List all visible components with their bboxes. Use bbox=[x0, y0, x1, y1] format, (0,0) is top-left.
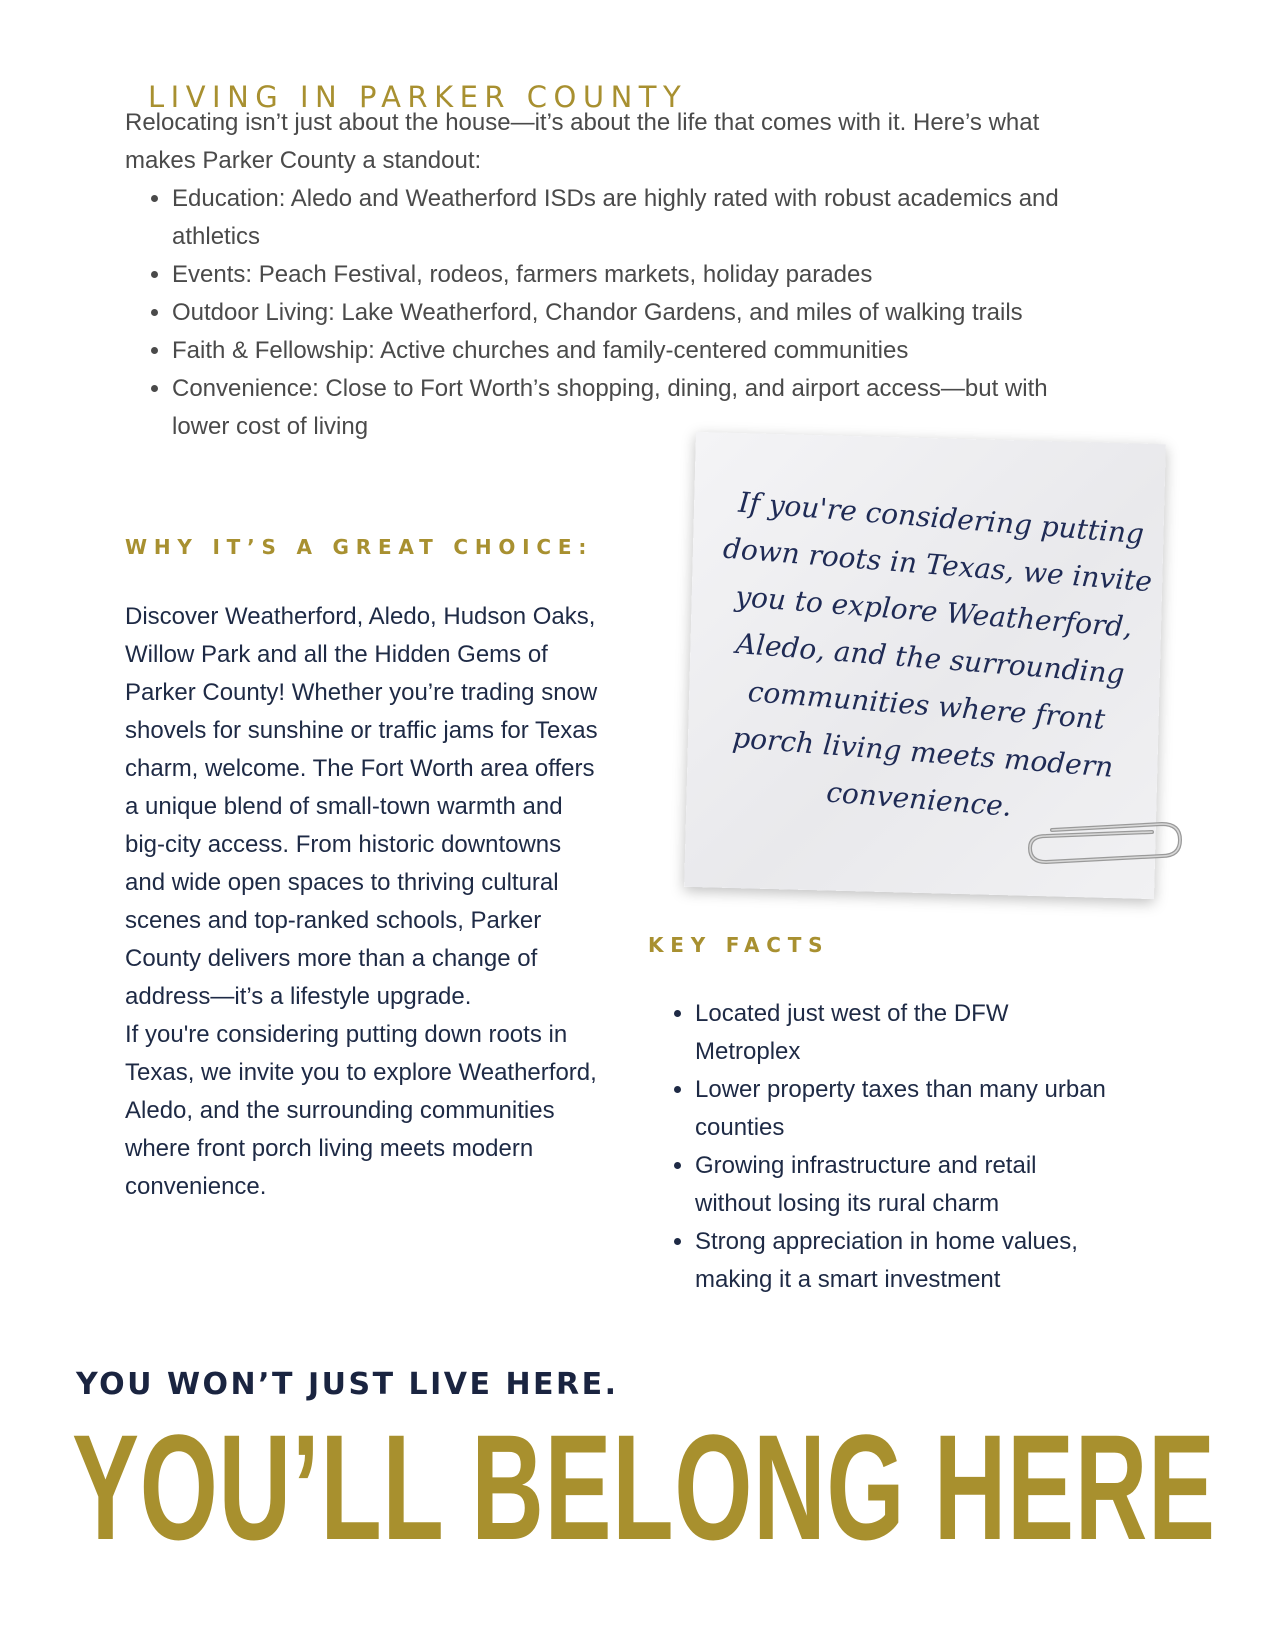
facts-list bbox=[648, 995, 1118, 1299]
intro-item-convenience: • Convenience: Close to Fort Worth’s shopping, dining, and airport access—but with lower cost of living bbox=[172, 370, 1085, 446]
fact-item: • Lower property taxes than many urban counties bbox=[695, 1071, 1118, 1147]
why-paragraph-1: Discover Weatherford, Aledo, Hudson Oaks, Willow Park and all the Hidden Gems of Parker County! Whether you’re trading snow shovels for sunshine or traffic jams for Texas charm, welcome. The Fort Worth area offers a unique blend of small-town warmth and big-city access. From historic downtowns and wide open spaces to thriving cultural scenes and top-ranked schools, Parker County delivers more than a change of address—it’s a lifestyle upgrade. bbox=[125, 603, 598, 1010]
intro-item-education: • Education: Aledo and Weatherford ISDs are highly rated with robust academics and athletics bbox=[172, 180, 1085, 256]
intro-list bbox=[125, 180, 1085, 446]
intro-text: Relocating isn’t just about the house—it’s about the life that comes with it. Here’s what makes Parker County a standout: bbox=[125, 109, 1040, 174]
fact-item: • Located just west of the DFW Metroplex bbox=[695, 995, 1118, 1071]
intro-section bbox=[125, 104, 1085, 446]
intro-item-events: • Events: Peach Festival, rodeos, farmers markets, holiday parades bbox=[172, 256, 1085, 294]
note-text: If you're considering putting down roots in Texas, we invite you to explore Weatherford, Aledo, and the surrounding communities where front porch living meets modern convenience. bbox=[721, 485, 1154, 823]
fact-item: • Strong appreciation in home values, making it a smart investment bbox=[695, 1223, 1118, 1299]
intro-item-outdoor: • Outdoor Living: Lake Weatherford, Chandor Gardens, and miles of walking trails bbox=[172, 294, 1085, 332]
sticky-note bbox=[684, 438, 1184, 908]
big-title: YOU’LL BELONG HERE bbox=[72, 1403, 1216, 1571]
why-paragraph-2: If you're considering putting down roots in Texas, we invite you to explore Weatherford, Aledo, and the surrounding communities where front porch living meets modern convenience. bbox=[125, 1021, 597, 1200]
facts-heading: KEY FACTS bbox=[648, 933, 830, 957]
tagline: YOU WON’T JUST LIVE HERE. bbox=[76, 1367, 619, 1402]
why-heading: WHY IT’S A GREAT CHOICE: bbox=[125, 535, 594, 559]
intro-item-faith: • Faith & Fellowship: Active churches and family-centered communities bbox=[172, 332, 1085, 370]
paperclip-icon bbox=[1022, 818, 1182, 888]
section-title: LIVING IN PARKER COUNTY bbox=[148, 80, 688, 114]
why-body bbox=[125, 598, 603, 1206]
fact-item: • Growing infrastructure and retail without losing its rural charm bbox=[695, 1147, 1118, 1223]
facts-section bbox=[648, 995, 1118, 1299]
